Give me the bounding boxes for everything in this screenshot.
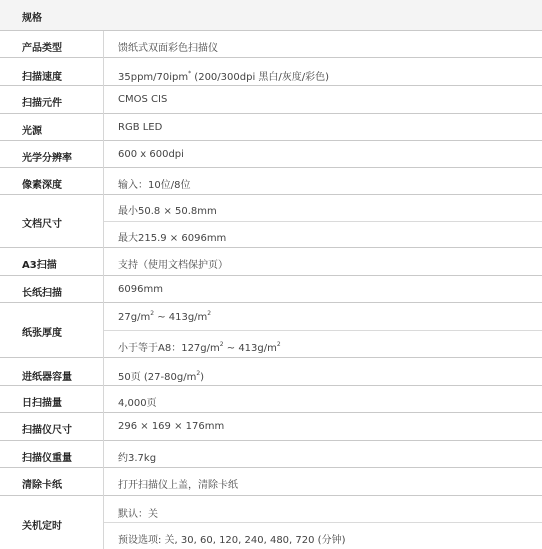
spec-row-product-type [0,31,542,57]
spec-label: 光学分辨率 [22,153,72,164]
spec-value: RGB LED [118,122,163,133]
spec-row-weight [0,441,542,467]
spec-value: 支持（使用文档保护页） [118,260,228,271]
spec-label: 纸张厚度 [22,328,62,339]
spec-value: 6096mm [118,284,163,295]
spec-row-scan-speed [0,58,542,85]
spec-value-options: 预设选项: 关, 30, 60, 120, 240, 480, 720 (分钟) [118,535,346,546]
sub-divider [103,330,542,331]
spec-label: 扫描元件 [22,98,62,109]
spec-label: 像素深度 [22,180,62,191]
spec-label: 日扫描量 [22,398,62,409]
spec-row-light-source [0,114,542,140]
spec-row-feeder-capacity [0,358,542,385]
spec-label: A3扫描 [22,260,57,271]
spec-value-default: 默认：关 [118,509,158,520]
spec-value: 4,000页 [118,398,157,409]
spec-row-pixel-depth [0,168,542,194]
spec-value-a8: 小于等于A8：$127g/m^2$ ~ $413g/m^2$ [118,341,281,354]
sub-divider [103,522,542,523]
spec-value-range: $27g/m^2$ ~ $413g/m^2$ [118,310,212,323]
spec-label: 文档尺寸 [22,219,62,230]
spec-row-sensor [0,86,542,113]
spec-label: 长纸扫描 [22,288,62,299]
spec-row-dimensions [0,413,542,440]
spec-label: 光源 [22,126,42,137]
spec-table-header [0,0,542,30]
spec-value: 馈纸式双面彩色扫描仪 [118,43,218,54]
header-label: 规格 [22,13,42,24]
spec-label: 清除卡纸 [22,480,62,491]
spec-label: 扫描速度 [22,72,62,83]
spec-label: 产品类型 [22,43,62,54]
spec-label: 进纸器容量 [22,372,72,383]
spec-row-long-paper [0,276,542,302]
spec-value: 50页 $(27-80g/m^2)$ [118,370,205,383]
spec-value-max: 最大215.9 × 6096mm [118,233,227,244]
spec-label: 扫描仪重量 [22,453,72,464]
spec-row-optical-resolution [0,141,542,167]
sub-divider [103,221,542,222]
spec-value: 输入：10位/8位 [118,180,191,191]
spec-value-min: 最小50.8 × 50.8mm [118,206,217,217]
spec-value: 600 x 600dpi [118,149,184,160]
spec-value: 打开扫描仪上盖，清除卡纸 [118,480,238,491]
spec-row-daily-volume [0,386,542,412]
spec-value: 296 × 169 × 176mm [118,421,225,432]
spec-value: CMOS CIS [118,94,168,105]
spec-value: 35ppm/70ipm* (200/300dpi 黑白/灰度/彩色) [118,70,330,83]
spec-value: 约3.7kg [118,453,157,464]
column-divider [103,31,104,549]
spec-label: 扫描仪尺寸 [22,425,72,436]
spec-label: 关机定时 [22,521,62,532]
spec-row-a3-scan [0,248,542,275]
spec-row-jam-clearing [0,468,542,495]
